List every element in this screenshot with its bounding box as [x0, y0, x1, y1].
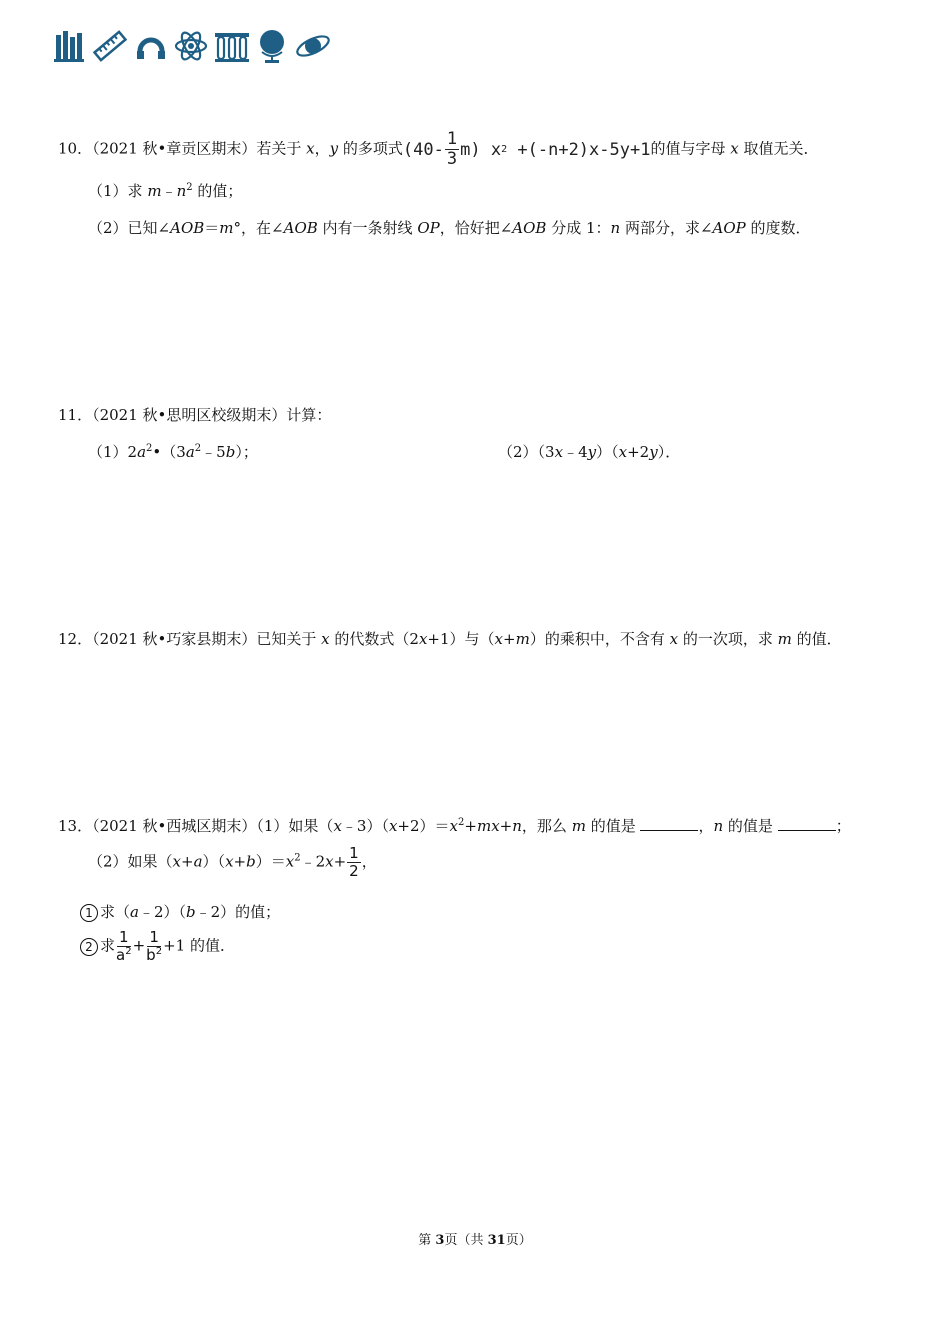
total-pages: 31 [487, 1233, 506, 1248]
page-number: 3 [435, 1233, 445, 1248]
atom-icon [174, 29, 208, 63]
q10-polynomial: (40- $\frac{1}{3}$ m) x 2 +(-n+2)x-5y+1 [402, 129, 651, 169]
reciprocal-a-squared: $\frac{1}{a^2}$ [116, 928, 132, 964]
planet-icon [294, 29, 332, 63]
magnet-icon [134, 29, 168, 63]
header-icons [54, 28, 332, 64]
q13-part1: 13．（2021 秋•西城区期末）（1）如果$(x﹣3)(x+2)=x^2+mx+n$，那么 m 的值是 ，n 的值是 ； [58, 817, 851, 835]
books-icon [54, 29, 86, 63]
test-tubes-icon [214, 29, 250, 63]
q13-sub2: 2 求 $\frac{1}{a^2}$ + $\frac{1}{b^2}$ +1 的值． [80, 930, 235, 963]
q11-part2: （2）（3x﹣4y）（x+2y）． [498, 443, 681, 461]
reciprocal-b-squared: $\frac{1}{b^2}$ [146, 928, 163, 964]
q10-part2: （2）已知∠AOB＝m°，在∠AOB 内有一条射线 OP，恰好把∠AOB 分成 1：n 两部分，求∠AOP 的度数． [88, 219, 811, 237]
half-fraction: $\frac{1}{2}$ [349, 844, 359, 880]
q11-stem: 11．（2021 秋•思明区校级期末）计算： [58, 406, 332, 424]
q10-stem: 10．（2021 秋•章贡区期末）若关于 x，y 的多项式 (40- $\frac{1}{3}$ m) x 2 +(-n+2)x-5y+1 的值与字母 x 取值无关． [58, 129, 819, 169]
circled-one-marker: 1 [80, 904, 98, 922]
q13-part2: （2）如果$(x+a)(x+b)=x^2﹣2x+$ $\frac{1}{2}$ ， [88, 844, 377, 880]
page-footer: 第 3页（共 31页） [418, 1233, 532, 1248]
n-answer-blank[interactable] [778, 818, 836, 831]
q12-stem: 12．（2021 秋•巧家县期末）已知关于 x 的代数式（2x+1）与（x+m）的乘积中，不含有 x 的一次项，求 m 的值． [58, 630, 842, 648]
m-answer-blank[interactable] [640, 818, 698, 831]
globe-icon [256, 28, 288, 64]
q10-part1: （1）求 $m﹣n^2$ 的值； [88, 182, 243, 200]
q11-part1: $(1)2a^2•(3a^2﹣5b)$； [88, 443, 258, 461]
ruler-icon [92, 29, 128, 63]
circled-two-marker: 2 [80, 938, 98, 956]
q13-sub1: 1 求（a﹣2）（b﹣2）的值； [80, 901, 280, 922]
